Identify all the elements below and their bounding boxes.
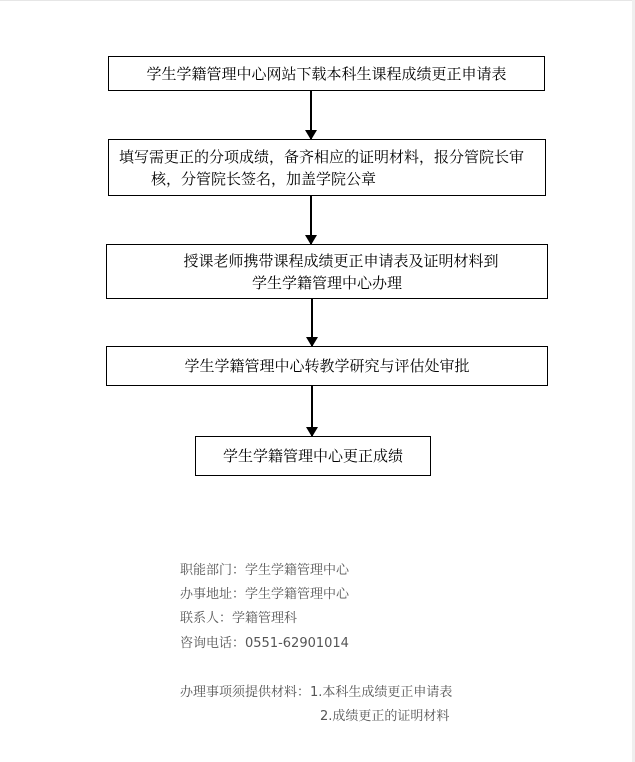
step-2-fill-form: [108, 139, 546, 196]
step-1-download-form: [108, 56, 545, 91]
step-4-approval: [106, 346, 548, 386]
arrow-down-2: [310, 196, 312, 244]
info-materials-label: 办理事项须提供材料：: [180, 685, 311, 700]
info-materials-row: [180, 683, 452, 703]
step-3-text-line-2: 学生学籍管理中心办理: [251, 273, 402, 292]
step-2-text-line-2: 核，分管院长签名，加盖学院公章: [151, 169, 377, 188]
info-contact: 联系人：学籍管理科: [180, 611, 298, 626]
top-divider: [0, 0, 635, 1]
info-address: 办事地址：学生学籍管理中心: [180, 587, 350, 602]
info-phone: 咨询电话：0551-62901014: [180, 636, 349, 651]
step-2-text-line-1: 填写需更正的分项成绩，备齐相应的证明材料，报分管院长审: [119, 147, 525, 166]
step-5-text: 学生学籍管理中心更正成绩: [222, 447, 403, 465]
info-material-item-2: 2.成绩更正的证明材料: [320, 709, 450, 724]
arrow-down-4: [311, 386, 313, 436]
step-1-text: 学生学籍管理中心网站下载本科生课程成绩更正申请表: [146, 64, 507, 83]
step-3-text-line-1: 授课老师携带课程成绩更正申请表及证明材料到: [183, 251, 499, 270]
arrow-down-1: [310, 91, 312, 139]
arrow-down-3: [311, 299, 313, 346]
step-4-text: 学生学籍管理中心转教学研究与评估处审批: [184, 357, 470, 375]
info-department: 职能部门：学生学籍管理中心: [180, 563, 350, 578]
step-3-submit-materials: [106, 244, 548, 299]
info-material-item-1: 1.本科生成绩更正申请表: [310, 685, 453, 700]
step-5-correct-grade: [195, 436, 431, 476]
